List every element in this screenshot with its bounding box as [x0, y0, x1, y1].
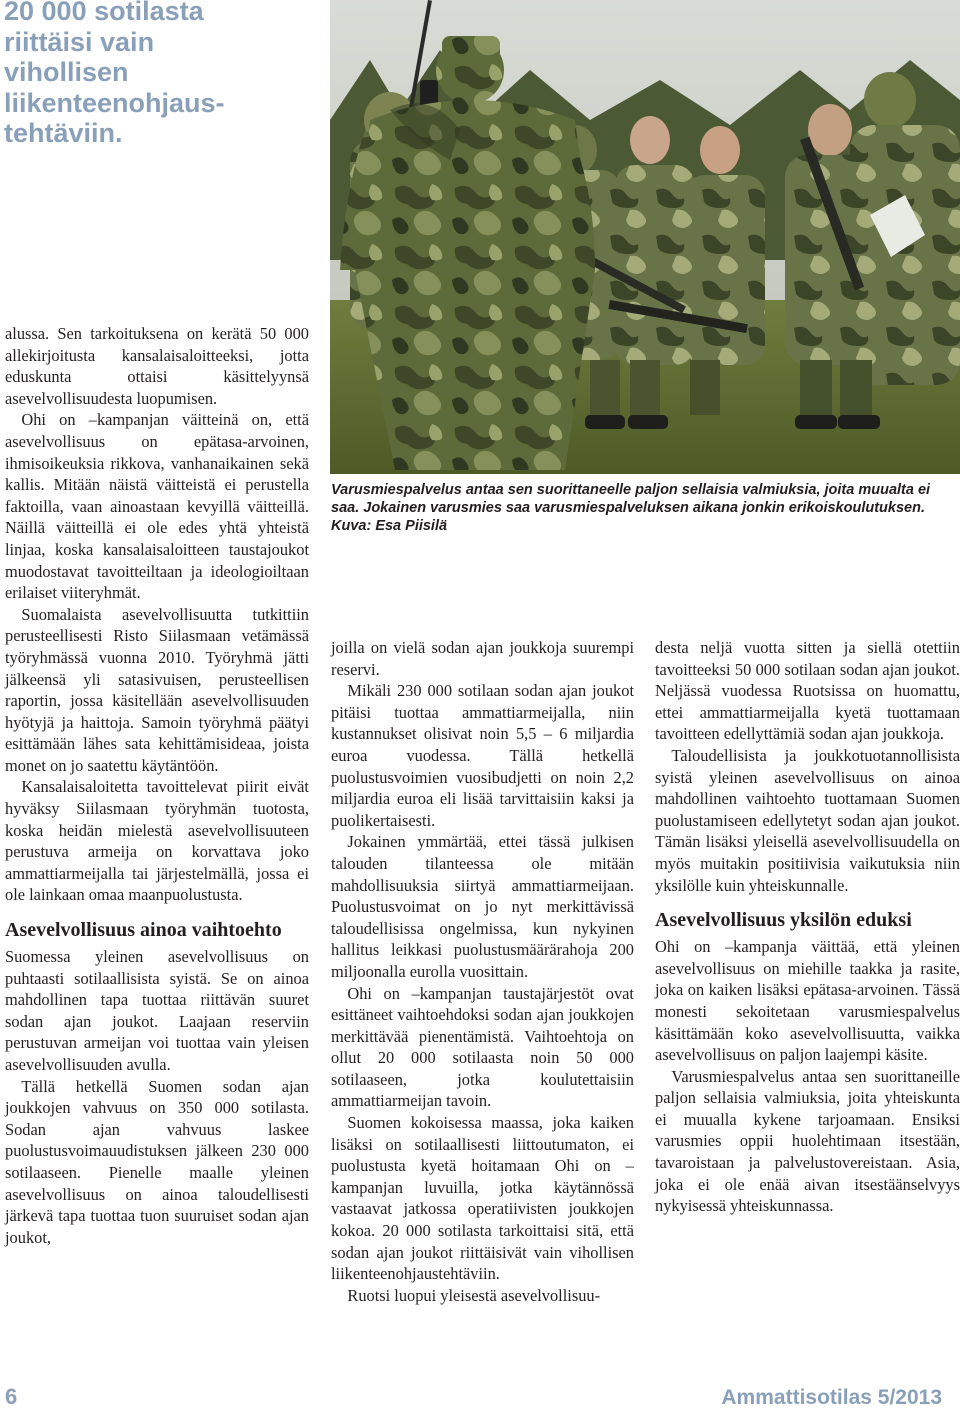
caption-line: saa. Jokainen varusmies saa varusmiespalveluksen aikana jonkin erikoiskoulutuksen.	[331, 500, 925, 516]
paragraph: joilla on vielä sodan ajan joukkoja suurempi reservi.	[331, 638, 634, 679]
paragraph: Suomalaista asevelvollisuutta tutkittiin perusteellisesti Risto Siilasmaan vetämässä työryhmässä vuonna 2010. Työryhmä jätti jälkeensä yli satasivuisen, perusteellisen raportin, jossa käsitellään asevelvollisuuden hyötyjä ja haittoja. Samoin työryhmä päätyi esittämään lähes sata kehittämisideaa, joista monet on jo saatettu käytäntöön.	[5, 604, 309, 775]
paragraph: alussa. Sen tarkoituksena on kerätä 50 000 allekirjoitusta kansalaisaloitteeksi, jotta eduskunta ottaisi käsittelyynsä asevelvollisuudesta luopumisen.	[5, 324, 309, 408]
caption-credit: Kuva: Esa Piisilä	[331, 518, 448, 534]
paragraph: Suomen kokoisessa maassa, joka kaiken lisäksi on sotilaallisesti liittoutumaton, ei puolustusta kyetä hoitamaan Ohi on –kampanjan luvuilla, jotka käytännössä vastaavat jatkossa operatiivisten joukkojen kokoa. 20 000 sotilasta tarkoittaisi sitä, että sodan ajan joukot riittäisivät vain vihollisen liikenteenohjaustehtäviin.	[331, 1113, 634, 1284]
section-heading: Asevelvollisuus ainoa vaihtoehto	[5, 919, 282, 942]
paragraph: Kansalaisaloitetta tavoittelevat piirit eivät hyväksy Siilasmaan työryhmän tuotosta, koska heidän mielestä asevelvollisuuteen perustuva armeija on korvattava joko ammattiarmeijalla tai järjestelmällä, jossa ei ole lainkaan omaa maanpuolustusta.	[5, 777, 309, 905]
photo-caption	[331, 481, 956, 535]
page-number: 6	[5, 1384, 18, 1409]
article-column-left	[5, 323, 309, 1248]
paragraph: Ohi on –kampanjan väitteinä on, että asevelvollisuus on epätasa-arvoinen, ihmisoikeuksia rikkova, vanhanaikainen sekä kallis. Mitään näistä väitteistä ei perustella faktoilla, vaan ainoastaan kevyillä väitteillä. Näillä väitteillä ei ole edes yhtä yhteistä linjaa, koska kansalaisaloitteen taustajoukot muodostavat tavoitteiltaan ja ideologioiltaan erilaiset viiteryhmät.	[5, 410, 309, 603]
paragraph: Mikäli 230 000 sotilaan sodan ajan joukot pitäisi tuottaa ammattiarmeijalla, niin kustannukset olisivat noin 5,5 – 6 miljardia euroa vuodessa. Tällä hetkellä puolustusvoimien vuosibudjetti on noin 2,2 miljardia euroa eli lisää tarvittaisiin kaksi ja puolikertaisesti.	[331, 681, 634, 830]
pull-quote-line: tehtäviin.	[4, 118, 123, 148]
pull-quote-line: liikenteenohjaus-	[4, 87, 225, 118]
pull-quote-line: vihollisen	[4, 57, 129, 87]
paragraph: desta neljä vuotta sitten ja siellä otettiin tavoitteeksi 50 000 sotilaan sodan ajan joukot. Neljässä vuodessa Ruotsissa on huomattu, ettei ammattiarmeijalla kyetä tuottamaan tavoitteen edellyttämiä sodan ajan joukkoja.	[655, 638, 960, 744]
paragraph: Ohi on –kampanjan taustajärjestöt ovat esittäneet vaihtoehdoksi sodan ajan joukkojen merkittävää pienentämistä. Vaihtoehtoja on ollut 20 000 sotilaasta noin 50 000 sotilaaseen, jotka koulutettaisiin ammattiarmeijan tavoin.	[331, 983, 634, 1111]
paragraph: Taloudellisista ja joukkotuotannollisista syistä yleinen asevelvollisuus on ainoa mahdollinen vaihtoehto tuottamaan Suomen puolustamiseen edellytetyt sodan ajan joukot. Tämän lisäksi yleisellä asevelvollisuudella on myös muitakin positiivisia vaikutuksia niin yksilölle kuin yhteiskunnalle.	[655, 745, 960, 895]
publication-name: Ammattisotilas 5/2013	[721, 1386, 942, 1409]
paragraph: Ohi on –kampanja väittää, että yleinen asevelvollisuus on miehille taakka ja rasite, joka on kaiken lisäksi epätasa-arvoinen. Tässä monesti sekoitetaan varusmiespalvelus käsittämään koko asevelvollisuutta, vaikka asevelvollisuus on paljon laajempi käsite.	[655, 937, 960, 1065]
paragraph: Ruotsi luopui yleisestä asevelvollisuu-	[347, 1285, 601, 1305]
paragraph: Varusmiespalvelus antaa sen suorittaneille paljon sellaisia valmiuksia, joita yhteiskunta ei muualla kykene tarjoamaan. Ensiksi varusmies oppii huolehtimaan itsestään, tavaroistaan ja palvelustovereistaan. Asia, joka ei ole enää aivan itsestäänselvyys nykyisessä yhteiskunnassa.	[655, 1066, 960, 1216]
paragraph: Suomessa yleinen asevelvollisuus on puhtaasti sotilaallisista syistä. Se on ainoa mahdollinen tapa tuottaa riittävän suuret sodan ajan joukot. Laajaan reserviin perustuvan armeijan voi tuottaa vain yleisen asevelvollisuuden avulla.	[5, 947, 309, 1074]
pull-quote	[4, 0, 264, 149]
paragraph: Tällä hetkellä Suomen sodan ajan joukkojen vahvuus on 350 000 sotilasta. Sodan ajan vahvuus laskee puolustusvoimauudistuksen jälkeen 230 000 sotilaaseen. Pienelle maalle yleinen asevelvollisuus on ainoa taloudellisesti järkevä tapa tuottaa tuon suuruiset sodan ajan joukot,	[5, 1076, 309, 1247]
soldiers-photo	[330, 0, 960, 474]
paragraph: Jokainen ymmärtää, ettei tässä julkisen talouden tilanteessa ole mitään mahdollisuuksia siirtyä ammattiarmeijaan. Puolustusvoimat on jo nyt merkittävissä taloudellisissa ongelmissa, kun nykyinen hallitus leikkasi puolustusmäärärahoja 200 miljoonalla eurolla vuosittain.	[331, 832, 634, 981]
section-heading: Asevelvollisuus yksilön eduksi	[655, 909, 912, 932]
article-column-middle	[331, 637, 634, 1306]
pull-quote-line: 20 000 sotilasta	[4, 0, 204, 26]
article-column-right	[655, 637, 960, 1217]
caption-line: Varusmiespalvelus antaa sen suorittaneelle paljon sellaisia valmiuksia, joita muualta ei	[331, 482, 931, 498]
pull-quote-line: riittäisi vain	[4, 26, 155, 57]
